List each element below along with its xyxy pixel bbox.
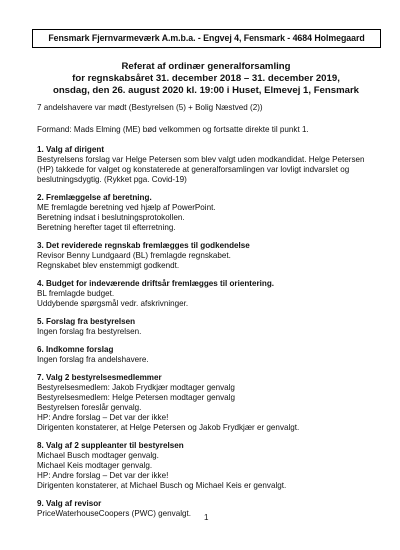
- section-line: Bestyrelsesmedlem: Jakob Frydkjær modtager genvalg: [37, 383, 235, 392]
- section-line: Bestyrelsens forslag var Helge Petersen som blev valgt uden modkandidat. Helge Petersen: [37, 155, 365, 164]
- section-heading: 5. Forslag fra bestyrelsen: [37, 317, 136, 326]
- section-line: Uddybende spørgsmål vedr. afskrivninger.: [37, 299, 189, 308]
- section-line: HP: Andre forslag – Det var der ikke!: [37, 413, 169, 422]
- section-line: Ingen forslag fra bestyrelsen.: [37, 327, 142, 336]
- section-line: beslutningsdygtig. (Rykket pga. Covid-19): [37, 175, 187, 184]
- letterhead: Fensmark Fjernvarmeværk A.m.b.a. - Engvej 4, Fensmark - 4684 Holmegaard: [32, 29, 381, 48]
- section-line: Revisor Benny Lundgaard (BL) fremlagde regnskabet.: [37, 251, 231, 260]
- section-line: Michael Busch modtager genvalg.: [37, 451, 159, 460]
- section-line: (HP) takkede for valget og konstaterede at generalforsamlingen var lovligt indvarslet og: [37, 165, 350, 174]
- section-line: Michael Keis modtager genvalg.: [37, 461, 153, 470]
- attendance-text: 7 andelshavere var mødt (Bestyrelsen (5) + Bolig Næstved (2)): [37, 103, 263, 112]
- document-title: [30, 61, 382, 97]
- title-line-1: Referat af ordinær generalforsamling: [121, 61, 291, 72]
- section-line: HP: Andre forslag – Det var der ikke!: [37, 471, 169, 480]
- page-number: 1: [204, 513, 209, 522]
- section-line: Bestyrelsen foreslår genvalg.: [37, 403, 142, 412]
- section-line: Bestyrelsesmedlem: Helge Petersen modtager genvalg: [37, 393, 235, 402]
- section-line: Beretning herefter taget til efterretning.: [37, 223, 176, 232]
- section-line: Beretning indsat i beslutningsprotokollen.: [37, 213, 185, 222]
- title-line-3: onsdag, den 26. august 2020 kl. 19:00 i Huset, Elmevej 1, Fensmark: [52, 85, 360, 96]
- section-line: ME fremlagde beretning ved hjælp af PowerPoint.: [37, 203, 216, 212]
- section-heading: 8. Valg af 2 suppleanter til bestyrelsen: [37, 441, 184, 450]
- title-line-2: for regnskabsåret 31. december 2018 – 31. december 2019,: [72, 73, 340, 84]
- section-line: Dirigenten konstaterer, at Michael Busch og Michael Keis er genvalgt.: [37, 481, 287, 490]
- section-heading: 4. Budget for indeværende driftsår fremlægges til orientering.: [37, 279, 275, 288]
- section-line: Regnskabet blev enstemmigt godkendt.: [37, 261, 180, 270]
- section-heading: 7. Valg 2 bestyrelsesmedlemmer: [37, 373, 162, 382]
- section-line: PriceWaterhouseCoopers (PWC) genvalgt.: [37, 509, 191, 518]
- section-line: Dirigenten konstaterer, at Helge Petersen og Jakob Frydkjær er genvalgt.: [37, 423, 300, 432]
- section-heading: 6. Indkomne forslag: [37, 345, 114, 354]
- chairman-text: Formand: Mads Elming (ME) bød velkommen og fortsatte direkte til punkt 1.: [37, 125, 309, 134]
- section-heading: 2. Fremlæggelse af beretning.: [37, 193, 152, 202]
- section-heading: 9. Valg af revisor: [37, 499, 102, 508]
- section-line: BL fremlagde budget.: [37, 289, 115, 298]
- section-heading: 3. Det reviderede regnskab fremlægges til godkendelse: [37, 241, 250, 250]
- section-heading: 1. Valg af dirigent: [37, 145, 105, 154]
- section-line: Ingen forslag fra andelshavere.: [37, 355, 149, 364]
